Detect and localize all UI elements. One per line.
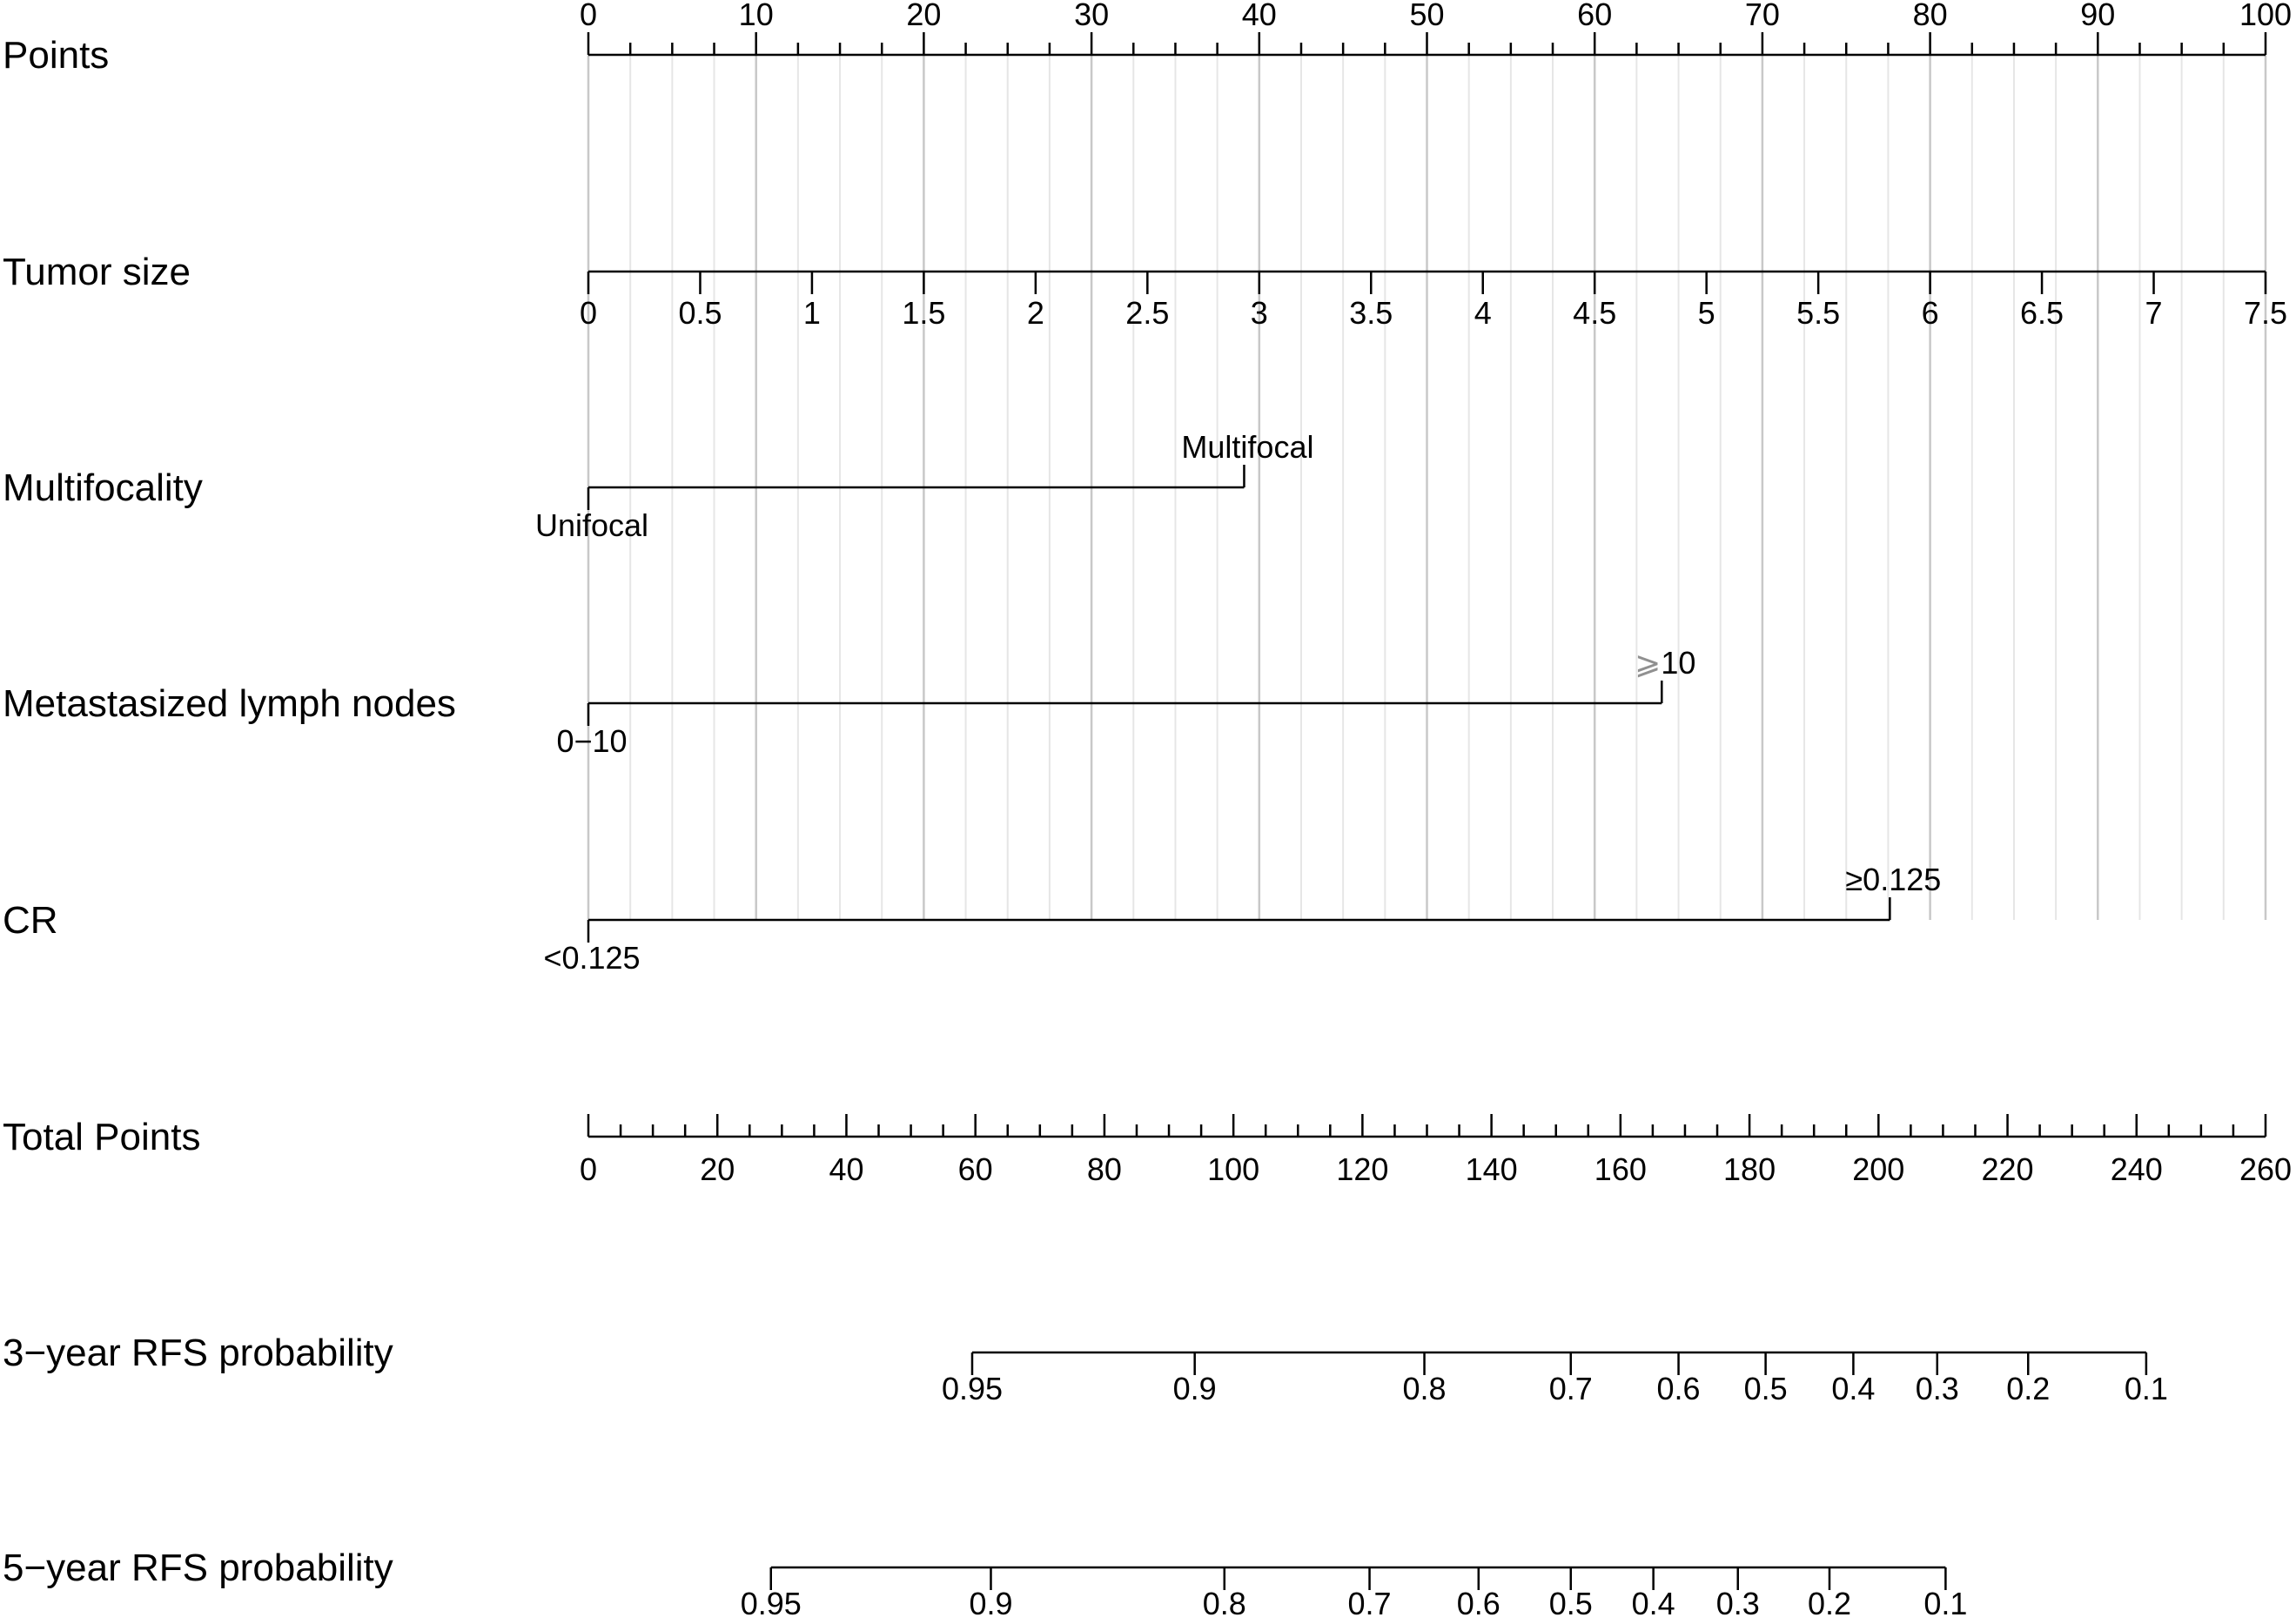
rfs5-tick-label: 0.3 [1715,1586,1760,1621]
total-points-tick-label: 180 [1723,1151,1776,1187]
total-points-tick-label: 0 [579,1151,598,1187]
rfs5-tick-label: 0.8 [1202,1586,1246,1621]
lymph-level-label: ⩾10 [1635,645,1696,681]
total-points-tick-label: 20 [700,1151,735,1187]
tumor-tick-label: 4 [1474,295,1492,331]
rfs3-tick-label: 0.9 [1172,1371,1217,1406]
nomogram-labels [3,0,2292,1621]
tumor-tick-label: 7 [2145,295,2163,331]
rfs3-tick-label: 0.5 [1743,1371,1788,1406]
tumor-tick-label: 1.5 [902,295,946,331]
total-points-tick-label: 100 [1207,1151,1260,1187]
rfs5-tick-label: 0.1 [1923,1586,1968,1621]
points-tick-label: 0 [579,0,598,32]
tumor-tick-label: 5.5 [1796,295,1841,331]
rfs3-tick-label: 0.1 [2124,1371,2168,1406]
points-tick-label: 50 [1409,0,1445,32]
tumor-tick-label: 6 [1921,295,1939,331]
rfs5-tick-label: 0.6 [1456,1586,1500,1621]
points-row-label: Points [3,34,110,77]
lymph-level-label: 0−10 [556,723,628,759]
tumor-tick-label: 1 [802,295,821,331]
points-tick-label: 100 [2239,0,2293,32]
rfs5-tick-label: 0.5 [1548,1586,1593,1621]
points-tick-label: 10 [738,0,774,32]
cr-row-label: CR [3,899,58,942]
points-tick-label: 30 [1074,0,1110,32]
rfs3-tick-label: 0.6 [1656,1371,1701,1406]
points-tick-label: 70 [1744,0,1780,32]
total-points-tick-label: 140 [1465,1151,1518,1187]
tumor-tick-label: 6.5 [2020,295,2064,331]
rfs3-tick-label: 0.3 [1915,1371,1959,1406]
rfs5-tick-label: 0.95 [740,1586,802,1621]
multi-level-label: Unifocal [534,507,649,543]
total-points-tick-label: 220 [1981,1151,2034,1187]
total-points-tick-label: 200 [1852,1151,1905,1187]
points-tick-label: 40 [1241,0,1277,32]
total-points-tick-label: 160 [1594,1151,1647,1187]
tumor-tick-label: 3.5 [1349,295,1393,331]
tumor-tick-label: 7.5 [2243,295,2288,331]
multi-level-label: Multifocal [1181,429,1314,465]
tumor-row-label: Tumor size [3,251,191,293]
tumor-tick-label: 2 [1026,295,1044,331]
points-tick-label: 20 [906,0,942,32]
cr-level-label: ≥0.125 [1845,862,1942,897]
rfs3-tick-label: 0.4 [1831,1371,1876,1406]
lymph-row-label: Metastasized lymph nodes [3,682,456,725]
points-tick-label: 90 [2080,0,2116,32]
rfs3-tick-label: 0.95 [941,1371,1004,1406]
rfs3-tick-label: 0.7 [1548,1371,1593,1406]
total-points-row-label: Total Points [3,1116,201,1158]
rfs5-tick-label: 0.9 [969,1586,1013,1621]
rfs5-row-label: 5−year RFS probability [3,1547,393,1589]
total-points-tick-label: 80 [1086,1151,1122,1187]
total-points-tick-label: 60 [957,1151,993,1187]
tumor-tick-label: 5 [1697,295,1715,331]
points-tick-label: 80 [1912,0,1948,32]
total-points-tick-label: 240 [2110,1151,2163,1187]
total-points-tick-label: 120 [1336,1151,1389,1187]
total-points-tick-label: 260 [2239,1151,2293,1187]
multi-row-label: Multifocality [3,466,203,509]
rfs5-tick-label: 0.7 [1347,1586,1392,1621]
cr-level-label: <0.125 [543,940,641,976]
rfs3-row-label: 3−year RFS probability [3,1332,393,1374]
tumor-tick-label: 2.5 [1125,295,1170,331]
rfs5-tick-label: 0.4 [1631,1586,1675,1621]
rfs3-tick-label: 0.2 [2006,1371,2051,1406]
total-points-tick-label: 40 [829,1151,864,1187]
rfs3-tick-label: 0.8 [1402,1371,1447,1406]
tumor-tick-label: 4.5 [1573,295,1617,331]
tumor-tick-label: 3 [1250,295,1268,331]
points-tick-label: 60 [1577,0,1613,32]
tumor-tick-label: 0 [579,295,598,331]
tumor-tick-label: 0.5 [678,295,722,331]
rfs5-tick-label: 0.2 [1807,1586,1852,1621]
